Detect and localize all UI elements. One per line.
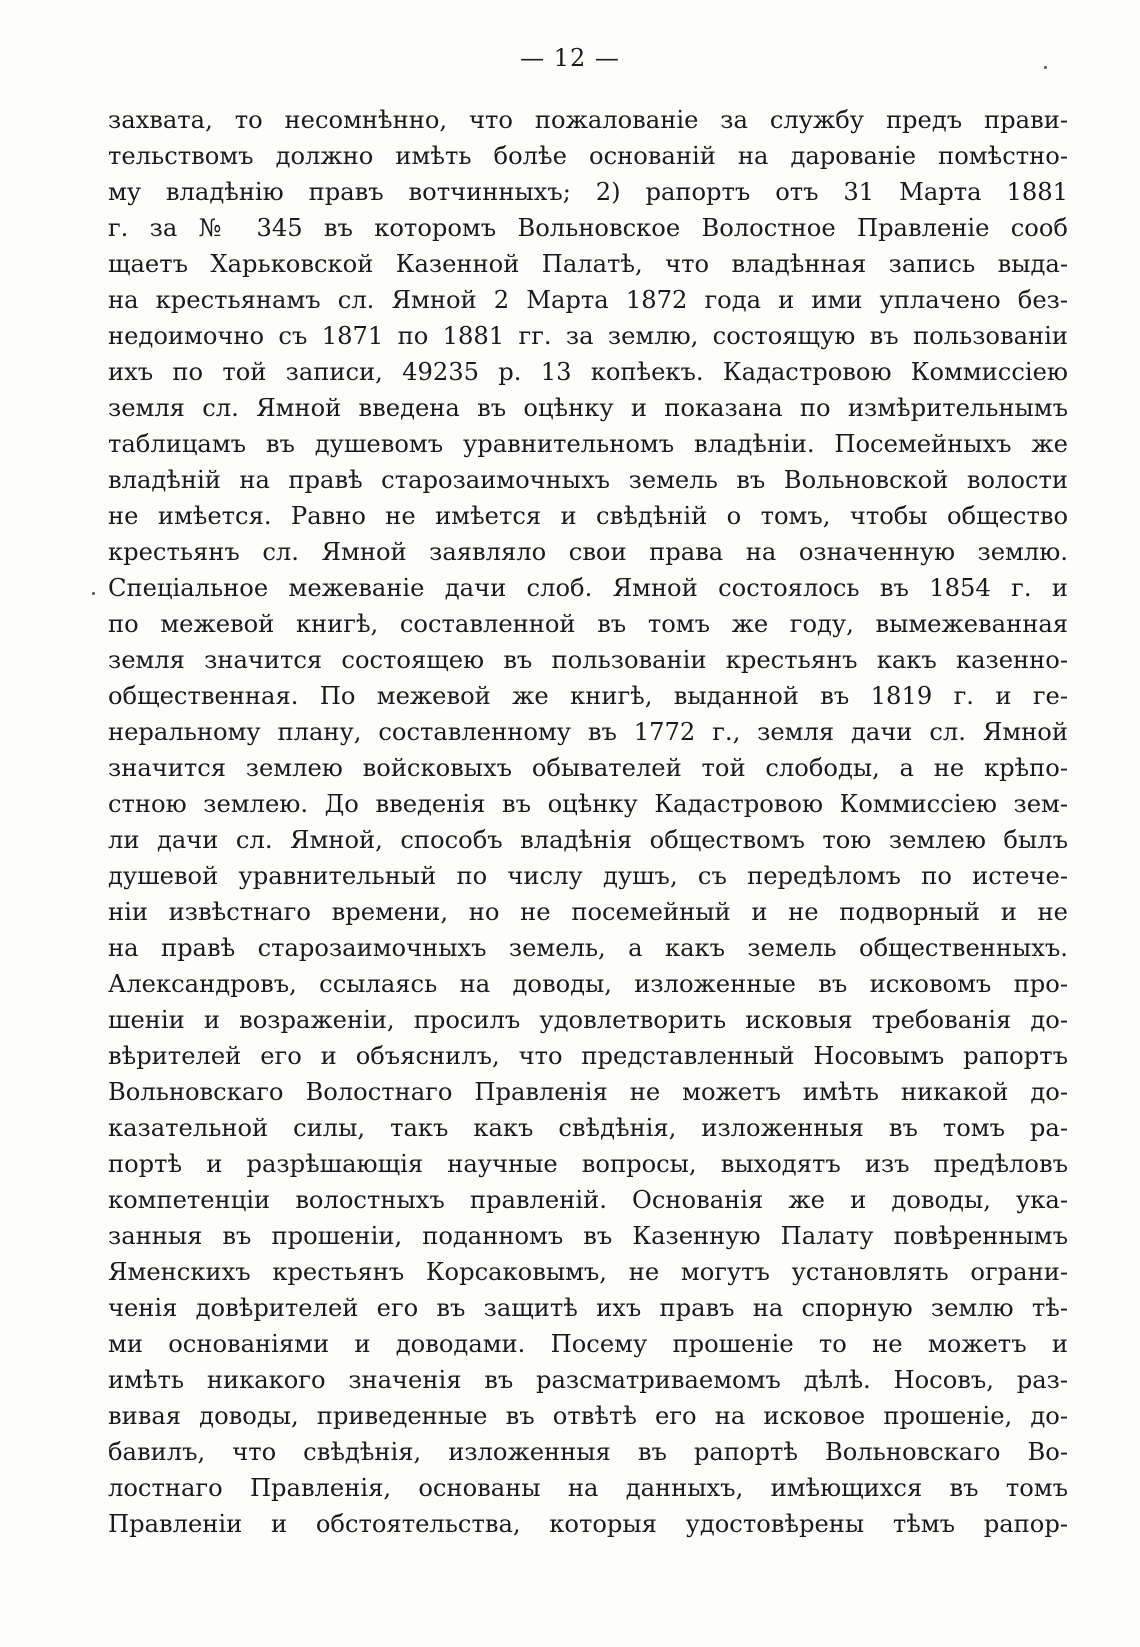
text-line: компетенціи волостныхъ правленій. Основанія же и доводы, ука-	[108, 1186, 1068, 1214]
text-line: не имѣется. Равно не имѣется и свѣдѣній о томъ, чтобы общество	[108, 502, 1068, 530]
text-line: земля значится состоящею въ пользованіи крестьянъ какъ казенно-	[108, 646, 1068, 674]
text-line: на крестьянамъ сл. Ямной 2 Марта 1872 года и ими уплачено без-	[108, 286, 1068, 314]
text-line: г. за № 345 въ которомъ Вольновское Волостное Правленіе сооб	[108, 214, 1068, 242]
text-line: ми основаніями и доводами. Посему прошеніе то не можетъ и	[108, 1330, 1068, 1358]
text-line: имѣть никакого значенія въ разсматриваемомъ дѣлѣ. Носовъ, раз-	[108, 1366, 1068, 1394]
text-line: по межевой книгѣ, составленной въ томъ же году, вымежеванная	[108, 610, 1068, 638]
text-line: шеніи и возраженіи, просилъ удовлетворить исковыя требованія до-	[108, 1006, 1068, 1034]
text-line: неральному плану, составленному въ 1772 г., земля дачи сл. Ямной	[108, 718, 1068, 746]
text-line: общественная. По межевой же книгѣ, выданной въ 1819 г. и ге-	[108, 682, 1068, 710]
text-line: вѣрителей его и объяснилъ, что представленный Носовымъ рапортъ	[108, 1042, 1068, 1070]
text-line: крестьянъ сл. Ямной заявляло свои права на означенную землю.	[108, 538, 1068, 566]
text-line: на правѣ старозаимочныхъ земель, а какъ земель общественныхъ.	[108, 934, 1068, 962]
text-line: таблицамъ въ душевомъ уравнительномъ владѣніи. Посемейныхъ же	[108, 430, 1068, 458]
text-line: ли дачи сл. Ямной, способъ владѣнія обществомъ тою землею былъ	[108, 826, 1068, 854]
body-text	[108, 102, 1068, 1542]
text-line: лостнаго Правленія, основаны на данныхъ, имѣющихся въ томъ	[108, 1474, 1068, 1502]
text-line: Правленіи и обстоятельства, которыя удостовѣрены тѣмъ рапор-	[108, 1510, 1068, 1538]
text-line: тельствомъ должно имѣть болѣе основаній на дарованіе помѣстно-	[108, 142, 1068, 170]
text-line: щаетъ Харьковской Казенной Палатѣ, что владѣнная запись выда-	[108, 250, 1068, 278]
text-line: владѣній на правѣ старозаимочныхъ земель въ Вольновской волости	[108, 466, 1068, 494]
text-line: значится землею войсковыхъ обывателей той слободы, а не крѣпо-	[108, 754, 1068, 782]
text-line: ніи извѣстнаго времени, но не посемейный и не подворный и не	[108, 898, 1068, 926]
text-line: ченія довѣрителей его въ защитѣ ихъ правъ на спорную землю тѣ-	[108, 1294, 1068, 1322]
text-line: недоимочно съ 1871 по 1881 гг. за землю, состоящую въ пользованіи	[108, 322, 1068, 350]
print-speck	[1044, 66, 1047, 69]
text-line: душевой уравнительный по числу душъ, съ передѣломъ по истече-	[108, 862, 1068, 890]
text-line: Александровъ, ссылаясь на доводы, изложенные въ исковомъ про-	[108, 970, 1068, 998]
text-line: портѣ и разрѣшающія научные вопросы, выходятъ изъ предѣловъ	[108, 1150, 1068, 1178]
text-line: захвата, то несомнѣнно, что пожалованіе за службу предъ прави-	[108, 106, 1068, 134]
text-line: Вольновскаго Волостнаго Правленія не можетъ имѣть никакой до-	[108, 1078, 1068, 1106]
text-line: стною землею. До введенія въ оцѣнку Кадастровою Коммиссіею зем-	[108, 790, 1068, 818]
print-speck	[92, 592, 95, 595]
text-line: ихъ по той записи, 49235 р. 13 копѣекъ. Кадастровою Коммиссіею	[108, 358, 1068, 386]
text-line: Яменскихъ крестьянъ Корсаковымъ, не могутъ установлять ограни-	[108, 1258, 1068, 1286]
text-line: занныя въ прошеніи, поданномъ въ Казенную Палату повѣреннымъ	[108, 1222, 1068, 1250]
page-number: — 12 —	[520, 44, 620, 72]
text-line: казательной силы, такъ какъ свѣдѣнія, изложенныя въ томъ ра-	[108, 1114, 1068, 1142]
text-line: Спеціальное межеваніе дачи слоб. Ямной состоялось въ 1854 г. и	[108, 574, 1068, 602]
text-line: земля сл. Ямной введена въ оцѣнку и показана по измѣрительнымъ	[108, 394, 1068, 422]
text-line: му владѣнію правъ вотчинныхъ; 2) рапортъ отъ 31 Марта 1881	[108, 178, 1068, 206]
text-line: вивая доводы, приведенные въ отвѣтѣ его на исковое прошеніе, до-	[108, 1402, 1068, 1430]
text-line: бавилъ, что свѣдѣнія, изложенныя въ рапортѣ Вольновскаго Во-	[108, 1438, 1068, 1466]
